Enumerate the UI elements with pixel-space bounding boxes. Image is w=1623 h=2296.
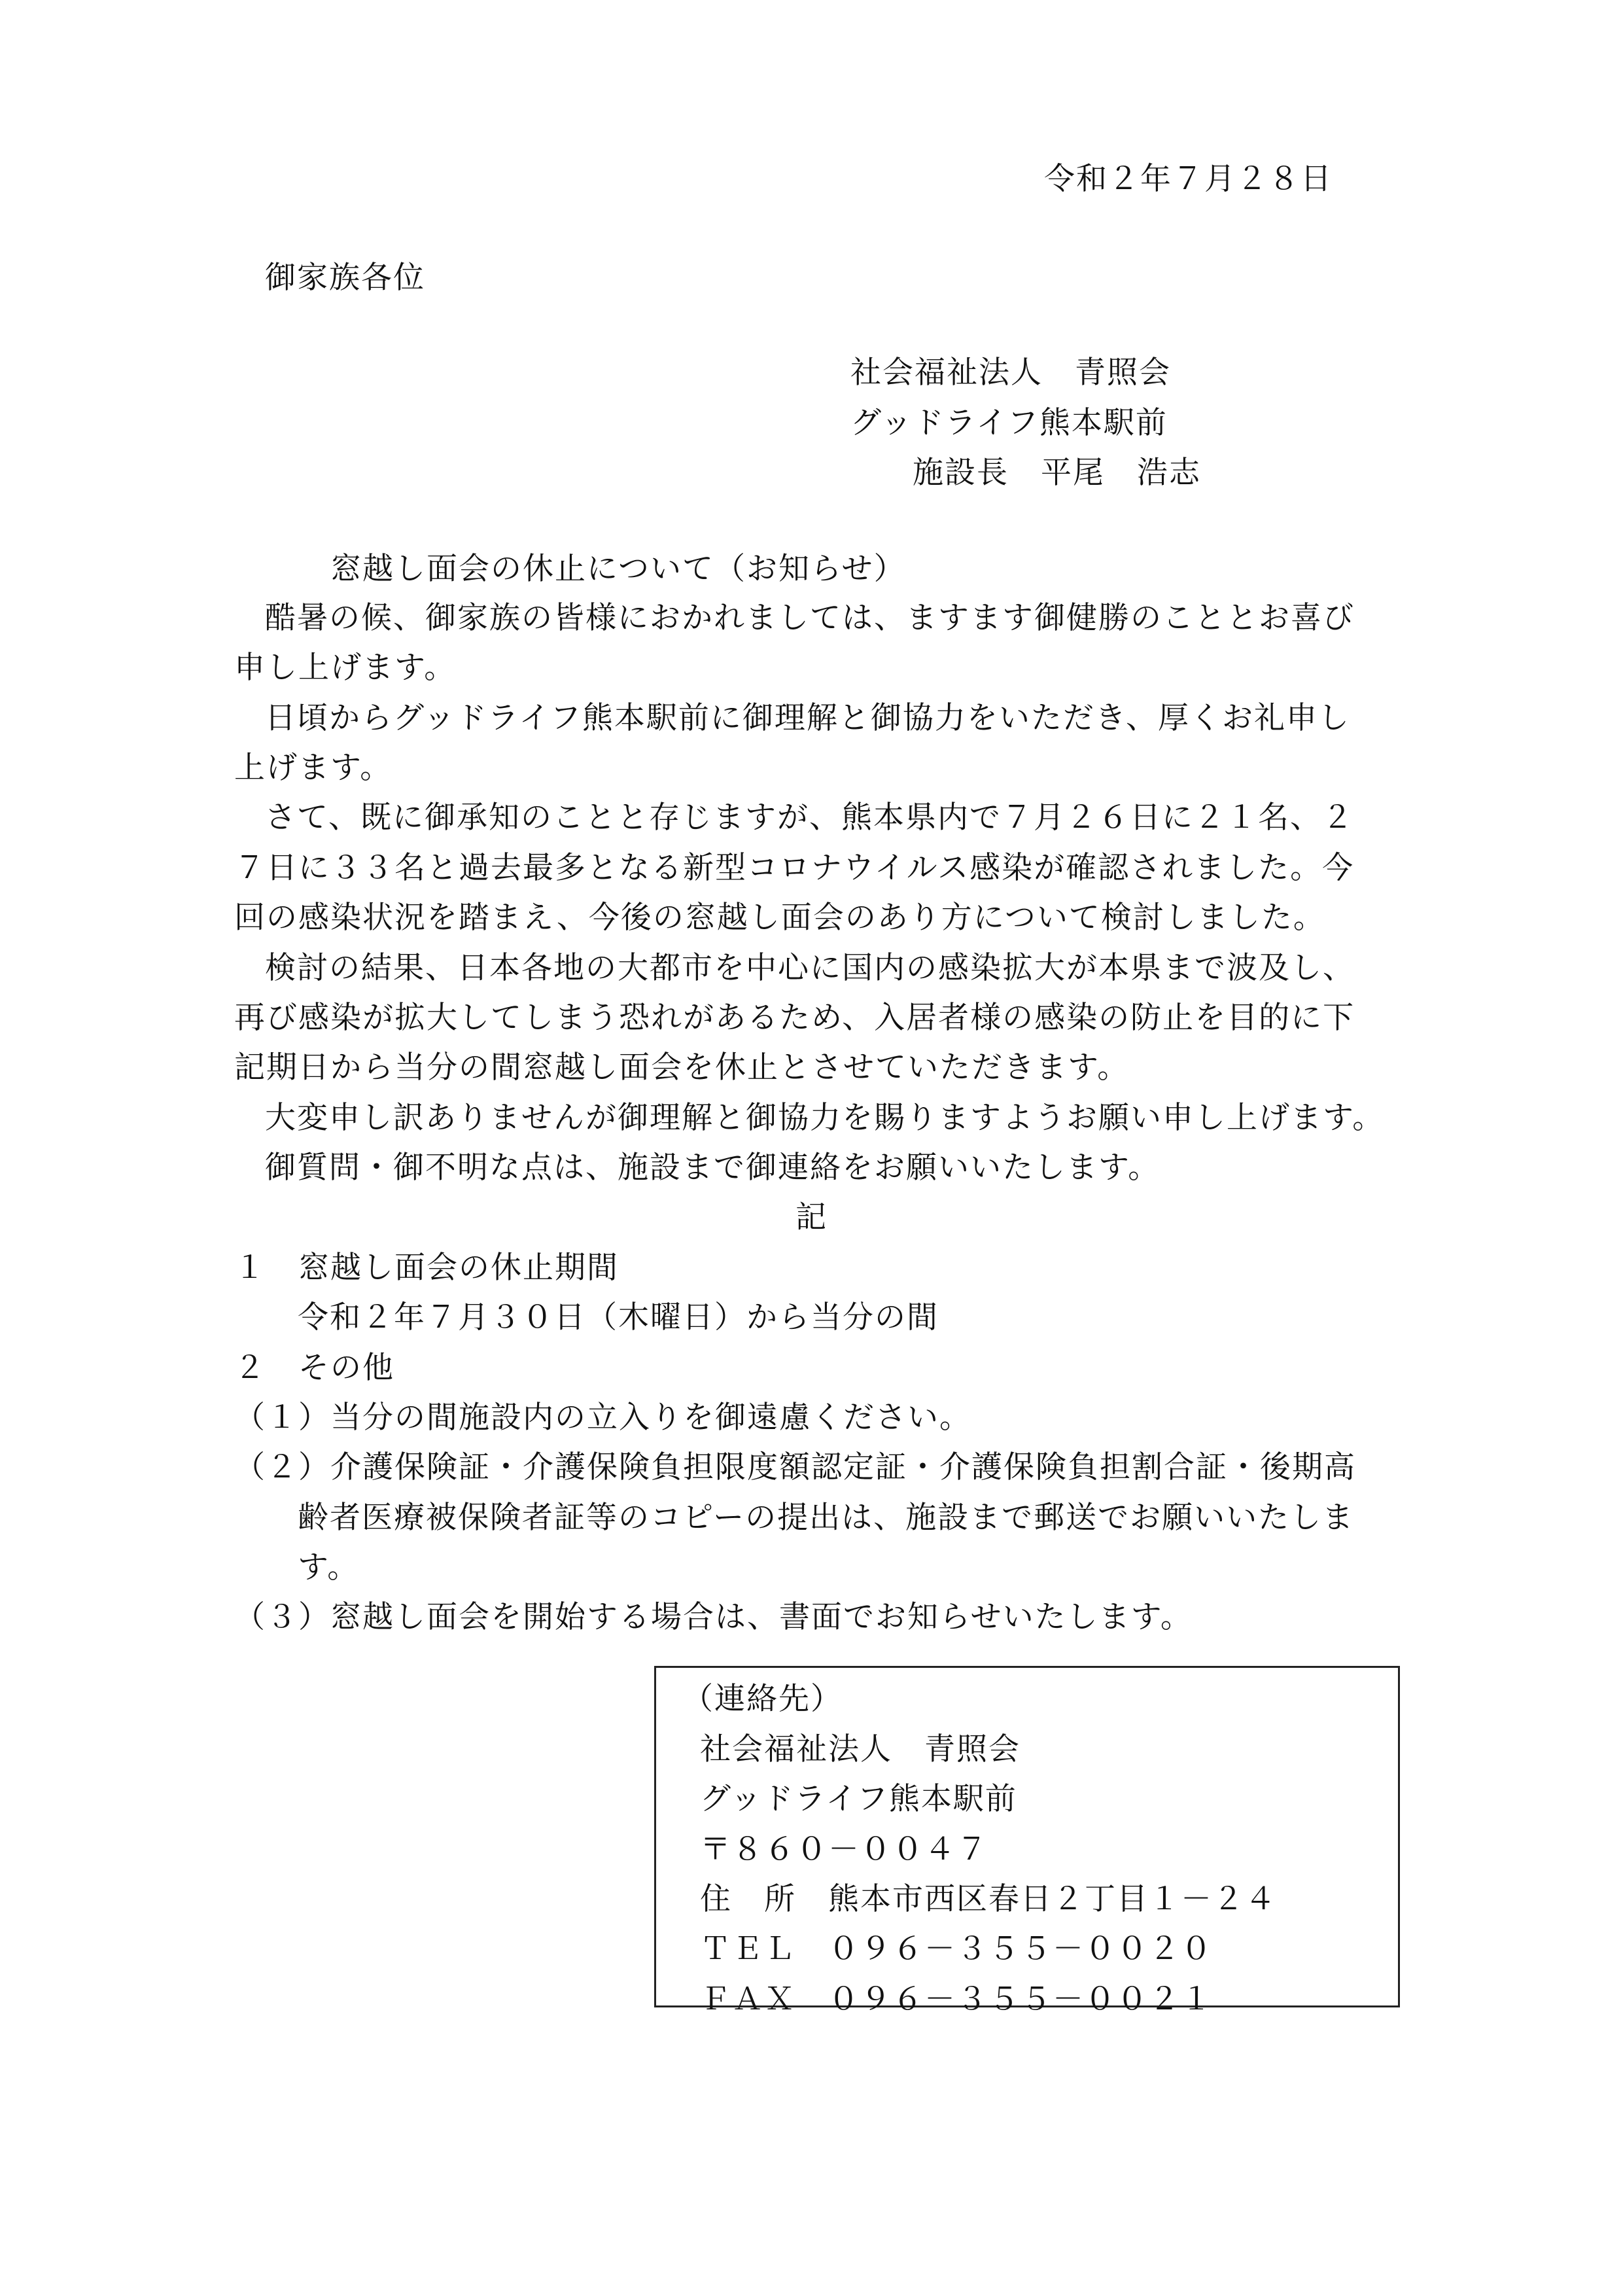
body-line: 検討の結果、日本各地の大都市を中心に国内の感染拡大が本県まで波及し、 <box>265 950 1355 986</box>
body-line: 日頃からグッドライフ熊本駅前に御理解と御協力をいただき、厚くお礼申し <box>265 700 1350 736</box>
body-line: 上げます。 <box>234 750 393 786</box>
sub-item-2-cont: す。 <box>298 1549 360 1585</box>
sub-item-2-cont: 齢者医療被保険者証等のコピーの提出は、施設まで郵送でお願いいたしま <box>298 1500 1355 1536</box>
contact-address: 住 所 熊本市西区春日２丁目１－２４ <box>700 1881 1277 1917</box>
body-line: 酷暑の候、御家族の皆様におかれましては、ますます御健勝のこととお喜び <box>265 600 1355 636</box>
contact-facility: グッドライフ熊本駅前 <box>700 1781 1017 1817</box>
body-line: 申し上げます。 <box>234 650 457 686</box>
sender-org: 社会福祉法人 青照会 <box>850 355 1171 391</box>
sub-item-1: （１）当分の間施設内の立入りを御遠慮ください。 <box>234 1400 971 1436</box>
sender-director: 施設長 平尾 浩志 <box>913 455 1201 491</box>
body-line: 回の感染状況を踏まえ、今後の窓越し面会のあり方について検討しました。 <box>234 900 1325 936</box>
body-line: 再び感染が拡大してしまう恐れがあるため、入居者様の感染の防止を目的に下 <box>234 1000 1355 1036</box>
contact-label: （連絡先） <box>682 1681 843 1717</box>
ki-marker: 記 <box>795 1199 828 1235</box>
contact-tel: ＴＥＬ ０９６－３５５－００２０ <box>700 1931 1213 1967</box>
item-2-heading: ２ その他 <box>234 1350 394 1386</box>
sub-item-2: （２）介護保険証・介護保険負担限度額認定証・介護保険負担割合証・後期高 <box>234 1449 1356 1485</box>
sub-item-3: （３）窓越し面会を開始する場合は、書面でお知らせいたします。 <box>234 1599 1193 1635</box>
item-1-detail: 令和２年７月３０日（木曜日）から当分の間 <box>298 1299 939 1335</box>
document-title: 窓越し面会の休止について（お知らせ） <box>330 551 906 587</box>
contact-org: 社会福祉法人 青照会 <box>700 1731 1021 1767</box>
contact-postal: 〒８６０－００４７ <box>700 1831 988 1867</box>
contact-fax: ＦＡＸ ０９６－３５５－００２１ <box>700 1981 1213 2017</box>
addressee: 御家族各位 <box>265 260 425 296</box>
body-line: 大変申し訳ありませんが御理解と御協力を賜りますようお願い申し上げます。 <box>265 1100 1385 1136</box>
body-line: さて、既に御承知のことと存じますが、熊本県内で７月２６日に２１名、２ <box>265 800 1355 836</box>
body-line: ７日に３３名と過去最多となる新型コロナウイルス感染が確認されました。今 <box>234 850 1355 886</box>
item-1-heading: １ 窓越し面会の休止期間 <box>234 1250 619 1286</box>
body-line: 御質問・御不明な点は、施設まで御連絡をお願いいたします。 <box>265 1150 1161 1186</box>
document-date: 令和２年７月２８日 <box>1044 161 1333 197</box>
body-line: 記期日から当分の間窓越し面会を休止とさせていただきます。 <box>234 1050 1130 1086</box>
sender-facility: グッドライフ熊本駅前 <box>850 405 1168 441</box>
contact-box <box>654 1666 1400 2017</box>
